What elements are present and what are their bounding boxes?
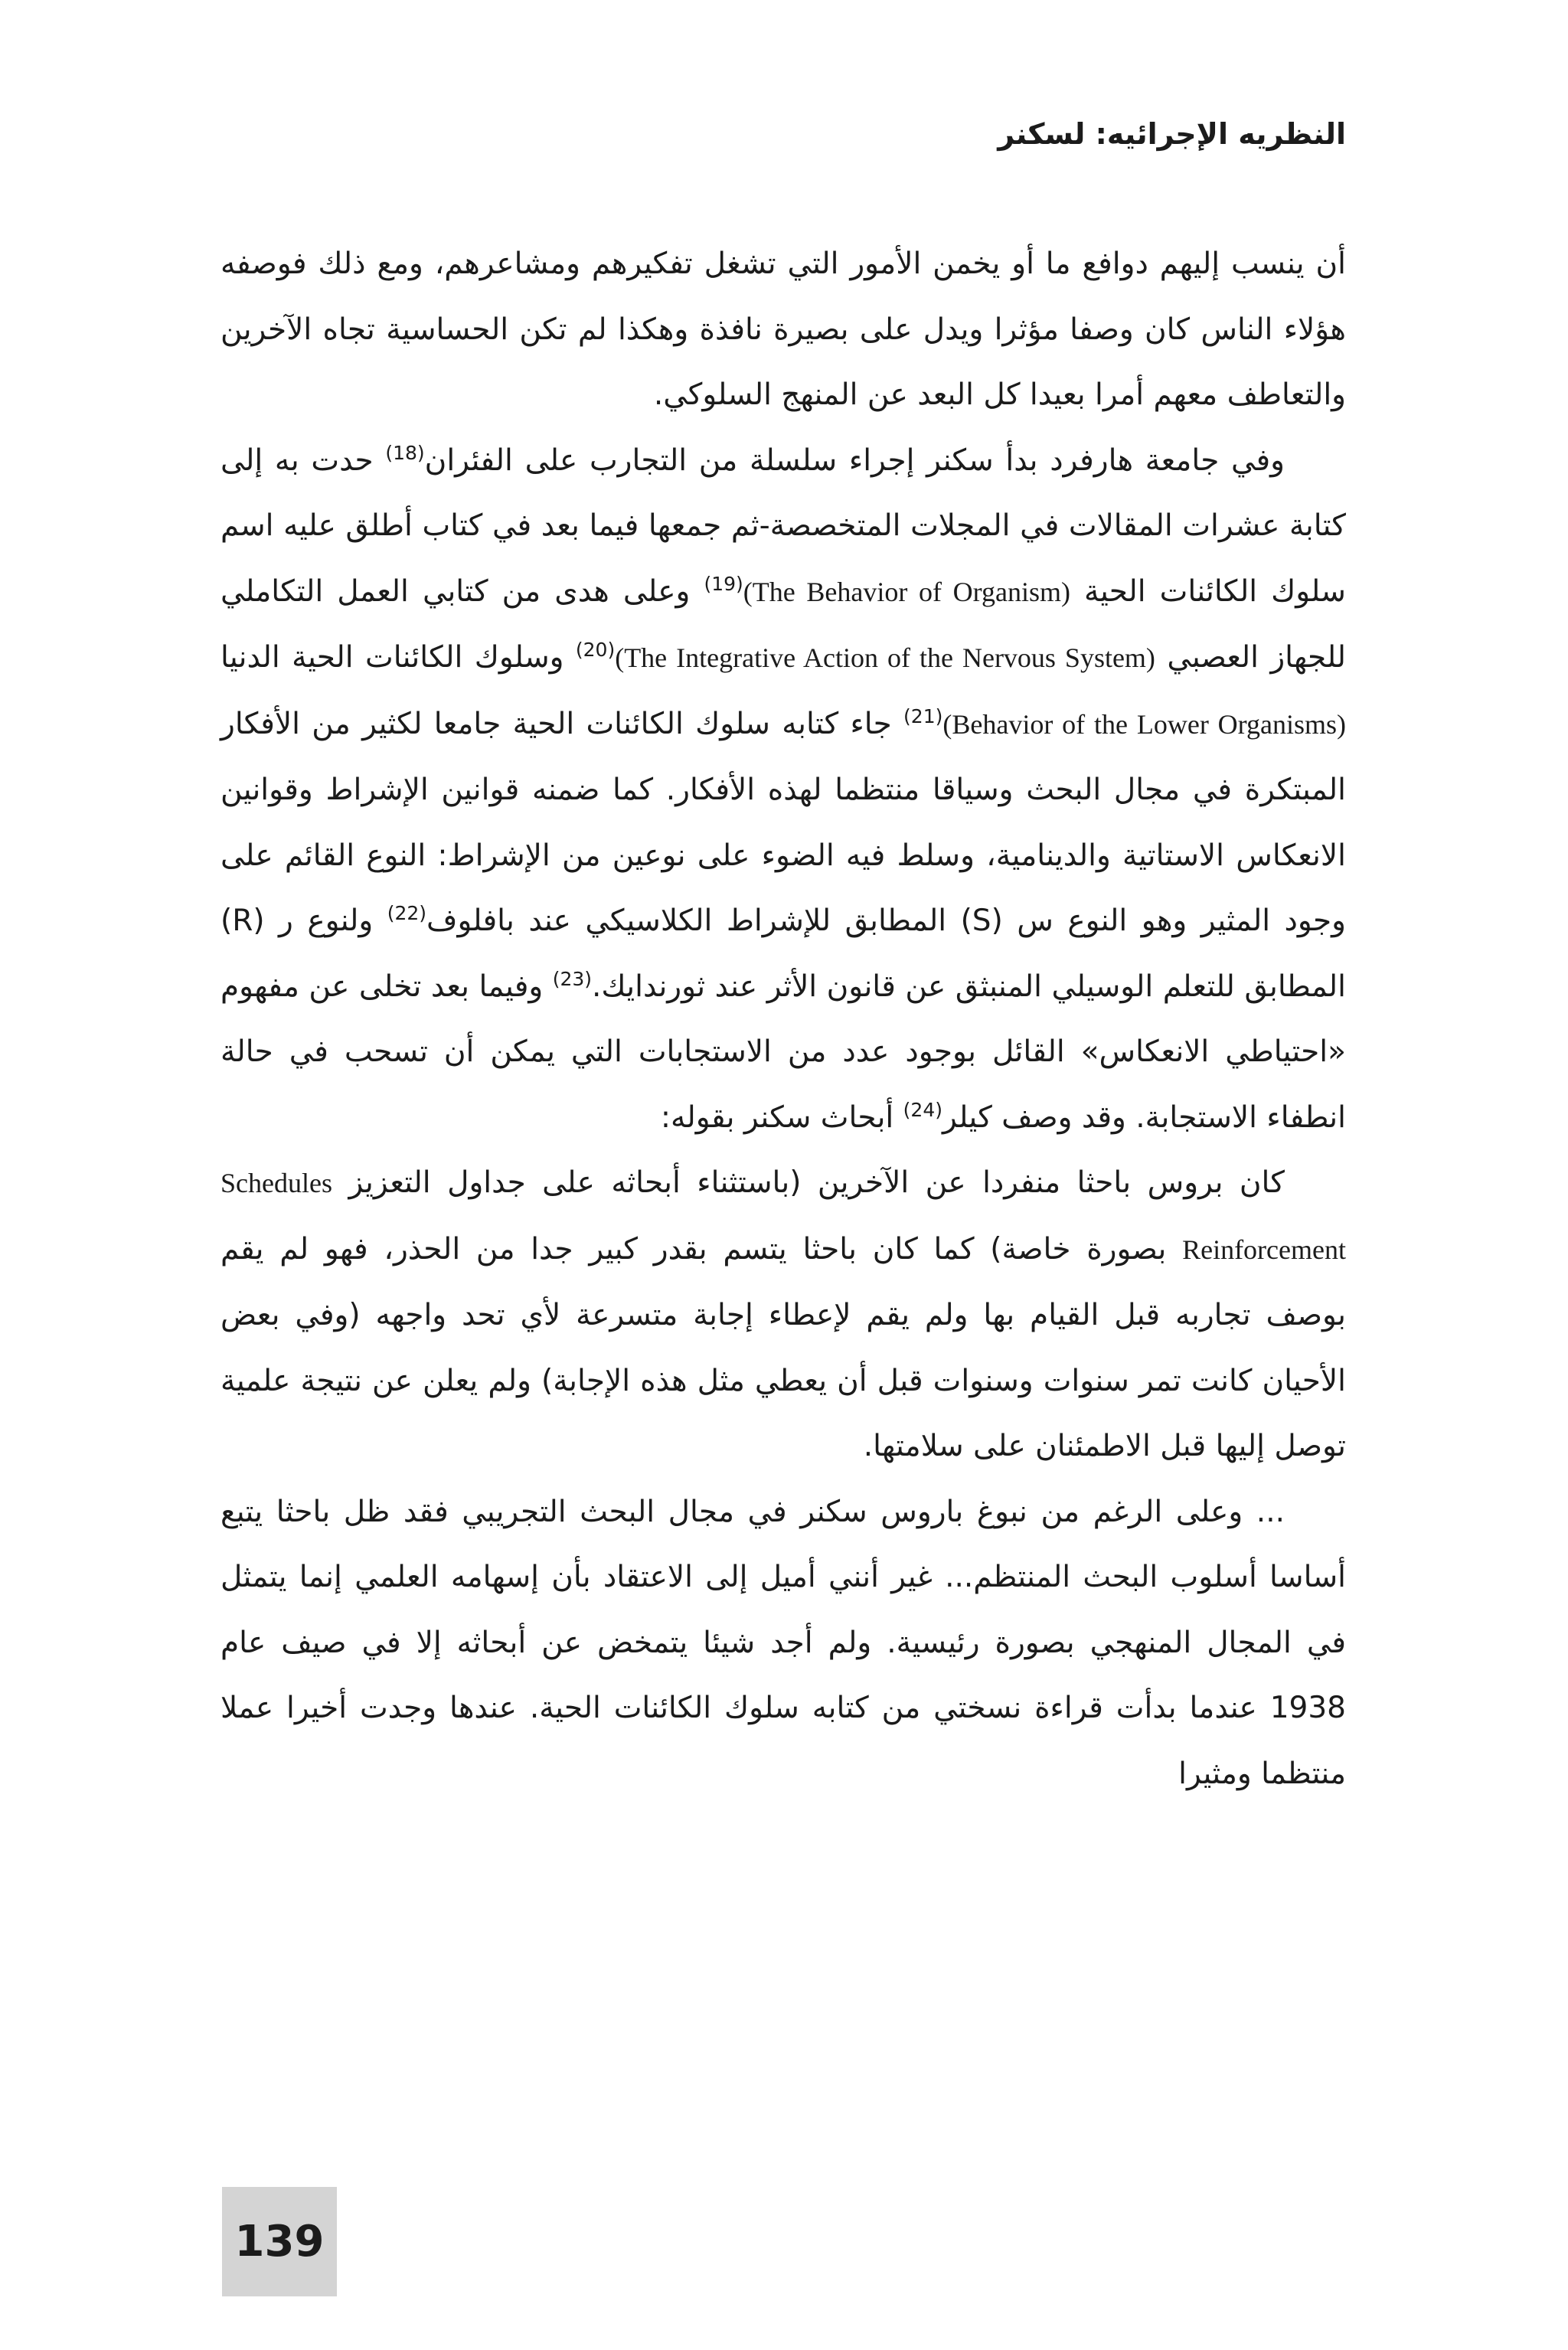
footnote-ref-19: (19) [704,572,743,595]
paragraph-2 [220,428,1346,1151]
paragraph-2-text-e: جاء كتابه سلوك الكائنات الحية جامعا لكثير من الأفكار المبتكرة في مجال البحث وسياقا منتظما لهذه الأفكار. كما ضمنه قوانين الإشراط وقوانين الانعكاس الاستاتية والدينامية، وسلط فيه الضوء على نوعين من الإشراط: النوع القائم على وجود المثير وهو النوع س (S) المطابق للإشراط الكلاسيكي عند بافلوف [220,706,1346,938]
paragraph-3-text-b: بصورة خاصة) كما كان باحثا يتسم بقدر كبير جدا من الحذر، فهو لم يقم بوصف تجاربه قبل القيام بها ولم يقم لإعطاء إجابة متسرعة لأي تحد واجهه (وفي بعض الأحيان كانت تمر سنوات وسنوات قبل أن يعطي مثل هذه الإجابة) ولم يعلن عن نتيجة علمية توصل إليها قبل الاطمئنان على سلامتها. [220,1231,1346,1463]
footnote-ref-23: (23) [552,967,593,990]
page-number: 139 [234,2217,325,2267]
footnote-ref-20: (20) [575,639,616,661]
latin-title-lower-organisms: (Behavior of the Lower Organisms) [942,708,1346,740]
paragraph-2-text-a: وفي جامعة هارفرد بدأ سكنر إجراء سلسلة من التجارب على الفئران [424,443,1285,478]
page-number-box [222,2187,337,2296]
footnote-ref-18: (18) [385,441,425,464]
footnote-ref-22: (22) [387,902,427,924]
body-text [220,231,1346,1806]
paragraph-3-quote [220,1150,1346,1479]
paragraph-1: أن ينسب إليهم دوافع ما أو يخمن الأمور التي تشغل تفكيرهم ومشاعرهم، ومع ذلك فوصفه هؤلاء الناس كان وصفا مؤثرا ويدل على بصيرة نافذة وهكذا لم تكن الحساسية تجاه الآخرين والتعاطف معهم أمرا بعيدا كل البعد عن المنهج السلوكي. [220,247,1346,412]
paragraph-4-quote: ... وعلى الرغم من نبوغ باروس سكنر في مجال البحث التجريبي فقد ظل باحثا يتبع أساسا أسلوب البحث المنتظم... غير أنني أميل إلى الاعتقاد بأن إسهامه العلمي إنما يتمثل في المجال المنهجي بصورة رئيسية. ولم أجد شيئا يتمخض عن أبحاثه إلا في صيف عام 1938 عندما بدأت قراءة نسختي من كتابه سلوك الكائنات الحية. عندها وجدت أخيرا عملا منتظما ومثيرا [220,1494,1346,1791]
footnote-ref-21: (21) [903,704,943,727]
footnote-ref-24: (24) [903,1098,942,1121]
paragraph-2-text-c: وعلى هدى من كتابي العمل التكاملي للجهاز العصبي [220,574,1346,675]
paragraph-2-text-f: ولنوع ر (R) المطابق للتعلم الوسيلي المنبثق عن قانون الأثر عند ثورندايك. [220,904,1346,1004]
paragraph-2-text-g: وفيما بعد تخلى عن مفهوم «احتياطي الانعكاس» القائل بوجود عدد من الاستجابات التي يمكن أن تسحب في حالة انطفاء الاستجابة. وقد وصف كيلر [220,969,1346,1135]
paragraph-3-text-a: كان بروس باحثا منفردا عن الآخرين (باستثناء أبحاثه على جداول التعزيز [332,1165,1285,1200]
paragraph-2-text-d: وسلوك الكائنات الحية الدنيا [220,640,576,675]
latin-term-schedules-reinforcement: Schedules Reinforcement [220,1168,1346,1265]
running-header: النظريه الإجرائيه: لسكنر [998,117,1346,151]
paragraph-2-text-b: حدت به إلى كتابة عشرات المقالات في المجلات المتخصصة-ثم جمعها فيما بعد في كتاب أطلق عليه اسم سلوك الكائنات الحية [220,443,1346,609]
latin-title-behavior-of-organism: (The Behavior of Organism) [743,576,1070,607]
paragraph-2-text-h: أبحاث سكنر بقوله: [660,1100,903,1135]
latin-title-integrative-action: (The Integrative Action of the Nervous System) [615,642,1155,673]
